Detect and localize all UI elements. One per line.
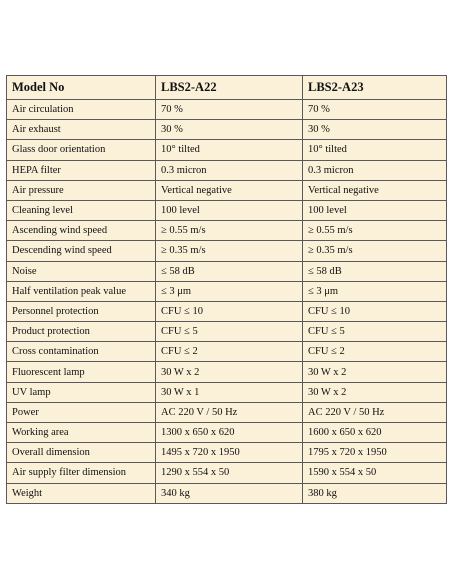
header-row — [7, 76, 447, 100]
row-value-lbs2-a23: CFU ≤ 10 — [303, 301, 447, 321]
row-label: HEPA filter — [7, 160, 156, 180]
table-row — [7, 241, 447, 261]
table-row — [7, 200, 447, 220]
row-label: Cross contamination — [7, 342, 156, 362]
row-label: Half ventilation peak value — [7, 281, 156, 301]
row-label: Descending wind speed — [7, 241, 156, 261]
table-row — [7, 463, 447, 483]
row-value-lbs2-a23: CFU ≤ 2 — [303, 342, 447, 362]
row-value-lbs2-a22: 340 kg — [156, 483, 303, 503]
spec-table — [6, 75, 447, 504]
row-value-lbs2-a22: 1495 x 720 x 1950 — [156, 443, 303, 463]
table-row — [7, 423, 447, 443]
table-row — [7, 402, 447, 422]
table-row — [7, 100, 447, 120]
row-label: Air circulation — [7, 100, 156, 120]
row-value-lbs2-a23: ≥ 0.35 m/s — [303, 241, 447, 261]
row-label: Glass door orientation — [7, 140, 156, 160]
row-label: Cleaning level — [7, 200, 156, 220]
row-value-lbs2-a22: ≤ 58 dB — [156, 261, 303, 281]
row-value-lbs2-a23: 0.3 micron — [303, 160, 447, 180]
row-value-lbs2-a23: 70 % — [303, 100, 447, 120]
spec-table-body — [7, 100, 447, 504]
row-value-lbs2-a22: CFU ≤ 10 — [156, 301, 303, 321]
row-value-lbs2-a22: 30 W x 2 — [156, 362, 303, 382]
row-label: Weight — [7, 483, 156, 503]
table-row — [7, 281, 447, 301]
row-value-lbs2-a23: 30 % — [303, 120, 447, 140]
header-lbs2-a22: LBS2-A22 — [156, 76, 303, 100]
row-label: Air exhaust — [7, 120, 156, 140]
row-value-lbs2-a22: 0.3 micron — [156, 160, 303, 180]
row-value-lbs2-a23: 100 level — [303, 200, 447, 220]
table-row — [7, 180, 447, 200]
row-value-lbs2-a23: ≤ 3 μm — [303, 281, 447, 301]
table-row — [7, 483, 447, 503]
row-value-lbs2-a23: Vertical negative — [303, 180, 447, 200]
row-value-lbs2-a23: ≤ 58 dB — [303, 261, 447, 281]
table-row — [7, 221, 447, 241]
header-lbs2-a23: LBS2-A23 — [303, 76, 447, 100]
table-row — [7, 160, 447, 180]
table-row — [7, 140, 447, 160]
row-label: Power — [7, 402, 156, 422]
row-value-lbs2-a23: 380 kg — [303, 483, 447, 503]
row-label: Noise — [7, 261, 156, 281]
row-value-lbs2-a22: ≤ 3 μm — [156, 281, 303, 301]
table-row — [7, 301, 447, 321]
row-label: Personnel protection — [7, 301, 156, 321]
row-label: UV lamp — [7, 382, 156, 402]
row-value-lbs2-a22: 30 W x 1 — [156, 382, 303, 402]
row-value-lbs2-a23: 1590 x 554 x 50 — [303, 463, 447, 483]
row-value-lbs2-a22: 1300 x 650 x 620 — [156, 423, 303, 443]
row-value-lbs2-a22: 70 % — [156, 100, 303, 120]
row-value-lbs2-a23: 1600 x 650 x 620 — [303, 423, 447, 443]
table-row — [7, 322, 447, 342]
row-label: Ascending wind speed — [7, 221, 156, 241]
table-row — [7, 120, 447, 140]
row-label: Working area — [7, 423, 156, 443]
row-label: Fluorescent lamp — [7, 362, 156, 382]
row-label: Product protection — [7, 322, 156, 342]
row-value-lbs2-a23: 1795 x 720 x 1950 — [303, 443, 447, 463]
row-value-lbs2-a23: 30 W x 2 — [303, 382, 447, 402]
table-row — [7, 362, 447, 382]
row-value-lbs2-a22: 30 % — [156, 120, 303, 140]
row-label: Overall dimension — [7, 443, 156, 463]
row-value-lbs2-a22: ≥ 0.55 m/s — [156, 221, 303, 241]
table-row — [7, 443, 447, 463]
row-value-lbs2-a23: AC 220 V / 50 Hz — [303, 402, 447, 422]
row-value-lbs2-a22: CFU ≤ 5 — [156, 322, 303, 342]
row-value-lbs2-a23: 30 W x 2 — [303, 362, 447, 382]
row-value-lbs2-a22: 1290 x 554 x 50 — [156, 463, 303, 483]
row-value-lbs2-a22: Vertical negative — [156, 180, 303, 200]
table-row — [7, 261, 447, 281]
row-value-lbs2-a22: ≥ 0.35 m/s — [156, 241, 303, 261]
table-row — [7, 342, 447, 362]
row-value-lbs2-a22: 100 level — [156, 200, 303, 220]
row-value-lbs2-a23: CFU ≤ 5 — [303, 322, 447, 342]
row-value-lbs2-a22: AC 220 V / 50 Hz — [156, 402, 303, 422]
row-label: Air pressure — [7, 180, 156, 200]
row-value-lbs2-a23: 10° tilted — [303, 140, 447, 160]
row-value-lbs2-a23: ≥ 0.55 m/s — [303, 221, 447, 241]
header-model-no: Model No — [7, 76, 156, 100]
row-value-lbs2-a22: 10° tilted — [156, 140, 303, 160]
row-label: Air supply filter dimension — [7, 463, 156, 483]
row-value-lbs2-a22: CFU ≤ 2 — [156, 342, 303, 362]
table-row — [7, 382, 447, 402]
